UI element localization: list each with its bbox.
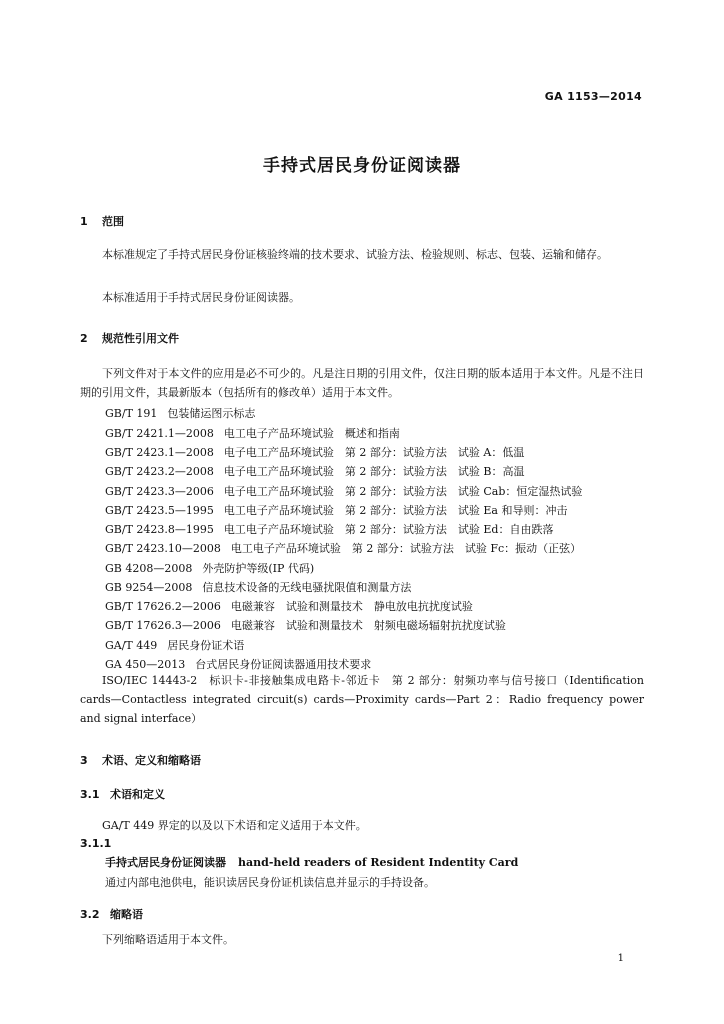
definition-text: 通过内部电池供电，能识读居民身份证机读信息并显示的手持设备。 — [105, 876, 435, 889]
section-3-2-paragraph — [80, 930, 644, 949]
reference-title: 电磁兼容 试验和测量技术 射频电磁场辐射抗扰度试验 — [230, 619, 506, 632]
reference-code: GB/T 2423.5—1995 — [105, 504, 214, 517]
reference-code: GB/T 2423.10—2008 — [105, 542, 221, 555]
section-number: 3 — [80, 754, 88, 767]
reference-title: 台式居民身份证阅读器通用技术要求 — [195, 658, 372, 671]
section-title: 规范性引用文件 — [102, 332, 179, 345]
reference-text: ISO/IEC 14443-2 标识卡-非接触集成电路卡-邻近卡 第 2 部分：射频功率与信号接口（Identification cards—Contactless integrated circuit(s) cards—Proximity cards—Part 2：Radio frequency power and signal interface） — [80, 674, 644, 725]
section-2-heading — [80, 330, 179, 346]
reference-code: GB/T 2423.3—2006 — [105, 485, 214, 498]
section-2-intro — [80, 364, 644, 402]
reference-item — [105, 598, 473, 614]
reference-title: 居民身份证术语 — [167, 639, 245, 652]
reference-title: 电子电工产品环境试验 第 2 部分：试验方法 试验 B：高温 — [223, 465, 525, 478]
section-1-paragraph-1 — [80, 245, 644, 264]
reference-item — [105, 444, 524, 460]
section-number: 3.1.1 — [80, 837, 112, 850]
section-title: 缩略语 — [110, 908, 143, 921]
reference-code: GB/T 2423.2—2008 — [105, 465, 214, 478]
term-chinese: 手持式居民身份证阅读器 — [105, 856, 226, 869]
reference-item — [105, 637, 244, 653]
section-title: 术语、定义和缩略语 — [102, 754, 201, 767]
reference-title: 电子电工产品环境试验 第 2 部分：试验方法 试验 A：低温 — [223, 446, 525, 459]
reference-item-iso — [80, 671, 644, 728]
section-3-heading — [80, 752, 201, 768]
reference-code: GB 4208—2008 — [105, 562, 193, 575]
page-number: 1 — [617, 953, 624, 964]
section-3-1-1-heading — [80, 837, 111, 850]
reference-code: GA/T 449 — [105, 639, 158, 652]
section-3-1-heading — [80, 786, 165, 802]
reference-code: GB/T 17626.2—2006 — [105, 600, 221, 613]
reference-code: GA 450—2013 — [105, 658, 186, 671]
document-code: GA 1153—2014 — [544, 90, 642, 103]
reference-title: 信息技术设备的无线电骚扰限值和测量方法 — [202, 581, 412, 594]
reference-item — [105, 425, 400, 441]
section-title: 术语和定义 — [110, 788, 165, 801]
reference-item — [105, 483, 582, 499]
reference-title: 电子电工产品环境试验 第 2 部分：试验方法 试验 Cab：恒定湿热试验 — [223, 485, 583, 498]
term-entry — [105, 854, 518, 870]
term-english: hand-held readers of Resident Indentity Card — [238, 856, 519, 869]
reference-title: 电磁兼容 试验和测量技术 静电放电抗扰度试验 — [230, 600, 473, 613]
section-number: 3.2 — [80, 908, 100, 921]
reference-item — [105, 617, 506, 633]
reference-item — [105, 540, 581, 556]
section-3-1-paragraph — [80, 816, 644, 835]
section-3-2-heading — [80, 906, 143, 922]
section-number: 3.1 — [80, 788, 100, 801]
section-number: 1 — [80, 215, 88, 228]
reference-title: 电工电子产品环境试验 第 2 部分：试验方法 试验 Ed：自由跌落 — [223, 523, 554, 536]
paragraph-text: 下列文件对于本文件的应用是必不可少的。凡是注日期的引用文件，仅注日期的版本适用于本文件。凡是不注日期的引用文件，其最新版本（包括所有的修改单）适用于本文件。 — [80, 367, 644, 399]
reference-code: GB/T 2421.1—2008 — [105, 427, 214, 440]
reference-item — [105, 656, 371, 672]
paragraph-text: 下列缩略语适用于本文件。 — [102, 933, 234, 946]
document-title: 手持式居民身份证阅读器 — [263, 156, 461, 176]
paragraph-text: GA/T 449 界定的以及以下术语和定义适用于本文件。 — [102, 819, 367, 832]
section-1-paragraph-2 — [80, 288, 644, 307]
section-1-heading — [80, 213, 124, 229]
paragraph-text: 本标准规定了手持式居民身份证核验终端的技术要求、试验方法、检验规则、标志、包装、运输和储存。 — [102, 248, 608, 261]
reference-code: GB 9254—2008 — [105, 581, 193, 594]
reference-code: GB/T 2423.8—1995 — [105, 523, 214, 536]
reference-title: 电工电子产品环境试验 概述和指南 — [223, 427, 400, 440]
reference-title: 包装储运图示标志 — [167, 407, 256, 420]
reference-code: GB/T 2423.1—2008 — [105, 446, 214, 459]
reference-item — [105, 463, 524, 479]
reference-item — [105, 560, 314, 576]
reference-item — [105, 405, 255, 421]
paragraph-text: 本标准适用于手持式居民身份证阅读器。 — [102, 291, 300, 304]
reference-item — [105, 579, 411, 595]
reference-title: 电工电子产品环境试验 第 2 部分：试验方法 试验 Ea 和导则：冲击 — [223, 504, 568, 517]
reference-title: 外壳防护等级(IP 代码) — [202, 562, 315, 575]
section-title: 范围 — [102, 215, 124, 228]
reference-code: GB/T 191 — [105, 407, 158, 420]
reference-code: GB/T 17626.3—2006 — [105, 619, 221, 632]
reference-title: 电工电子产品环境试验 第 2 部分：试验方法 试验 Fc：振动（正弦） — [230, 542, 582, 555]
section-number: 2 — [80, 332, 88, 345]
term-definition — [105, 874, 435, 890]
reference-item — [105, 502, 567, 518]
reference-item — [105, 521, 553, 537]
